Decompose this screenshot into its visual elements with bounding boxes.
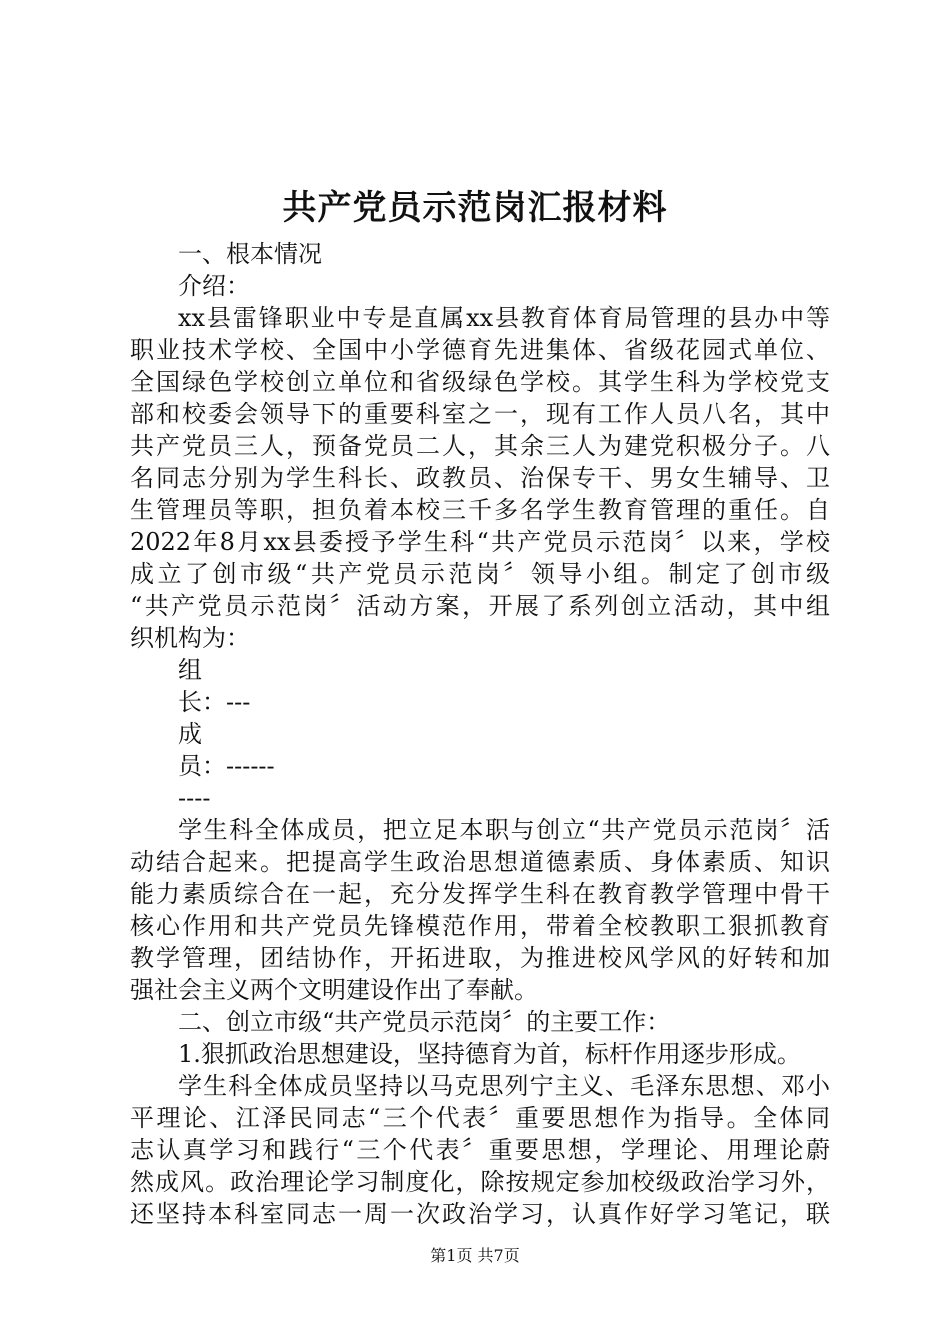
- org-leader-label: 组: [178, 656, 202, 684]
- document-title: 共产党员示范岗汇报材料: [282, 188, 668, 228]
- org-leader-value: 长：---: [178, 688, 251, 716]
- paragraph-line: 平理论、江泽民同志“三个代表〞重要思想作为指导。全体同: [130, 1104, 830, 1132]
- paragraph-line: 核心作用和共产党员先锋模范作用，带着全校教职工狠抓教育: [130, 912, 830, 940]
- paragraph-line: 志认真学习和践行“三个代表〞重要思想，学理论、用理论蔚: [130, 1136, 830, 1164]
- paragraph-line: 然成风。政治理论学习制度化，除按规定参加校级政治学习外，: [130, 1168, 830, 1196]
- subsection-heading-1: 1.狠抓政治思想建设，坚持德育为首，标杆作用逐步形成。: [178, 1040, 801, 1068]
- org-member-value-cont: ----: [178, 784, 211, 812]
- paragraph-line: 教学管理，团结协作，开拓进取，为推进校风学风的好转和加: [130, 944, 830, 972]
- page-footer: 第1页 共7页: [430, 1246, 520, 1265]
- paragraph-line: 能力素质综合在一起，充分发挥学生科在教育教学管理中骨干: [130, 880, 830, 908]
- paragraph-line: 生管理员等职，担负着本校三千多名学生教育管理的重任。自: [130, 496, 830, 524]
- paragraph-line: 还坚持本科室同志一周一次政治学习，认真作好学习笔记，联: [130, 1200, 830, 1228]
- paragraph-line: 学生科全体成员，把立足本职与创立“共产党员示范岗〞活: [178, 816, 830, 844]
- paragraph-line: “共产党员示范岗〞活动方案，开展了系列创立活动，其中组: [130, 592, 830, 620]
- paragraph-line: 2022年8月xx县委授予学生科“共产党员示范岗〞以来，学校: [130, 528, 830, 556]
- paragraph-line: 共产党员三人，预备党员二人，其余三人为建党积极分子。八: [130, 432, 830, 460]
- paragraph-line: 成立了创市级“共产党员示范岗〞领导小组。制定了创市级: [130, 560, 830, 588]
- paragraph-line: 职业技术学校、全国中小学德育先进集体、省级花园式单位、: [130, 336, 830, 364]
- intro-label: 介绍：: [178, 272, 250, 300]
- paragraph-line: 部和校委会领导下的重要科室之一，现有工作人员八名，其中: [130, 400, 830, 428]
- org-member-label: 成: [178, 720, 202, 748]
- section-heading-1: 一、根本情况: [178, 240, 322, 268]
- section-heading-2: 二、创立市级“共产党员示范岗〞的主要工作：: [178, 1008, 671, 1036]
- paragraph-line: 学生科全体成员坚持以马克思列宁主义、毛泽东思想、邓小: [178, 1072, 830, 1100]
- paragraph-line: 动结合起来。把提高学生政治思想道德素质、身体素质、知识: [130, 848, 830, 876]
- paragraph-line: 强社会主义两个文明建设作出了奉献。: [130, 976, 538, 1004]
- org-member-value: 员：------: [178, 752, 275, 780]
- paragraph-line: xx县雷锋职业中专是直属xx县教育体育局管理的县办中等: [178, 304, 830, 332]
- paragraph-line: 名同志分别为学生科长、政教员、治保专干、男女生辅导、卫: [130, 464, 830, 492]
- paragraph-line: 织机构为：: [130, 624, 250, 652]
- paragraph-line: 全国绿色学校创立单位和省级绿色学校。其学生科为学校党支: [130, 368, 830, 396]
